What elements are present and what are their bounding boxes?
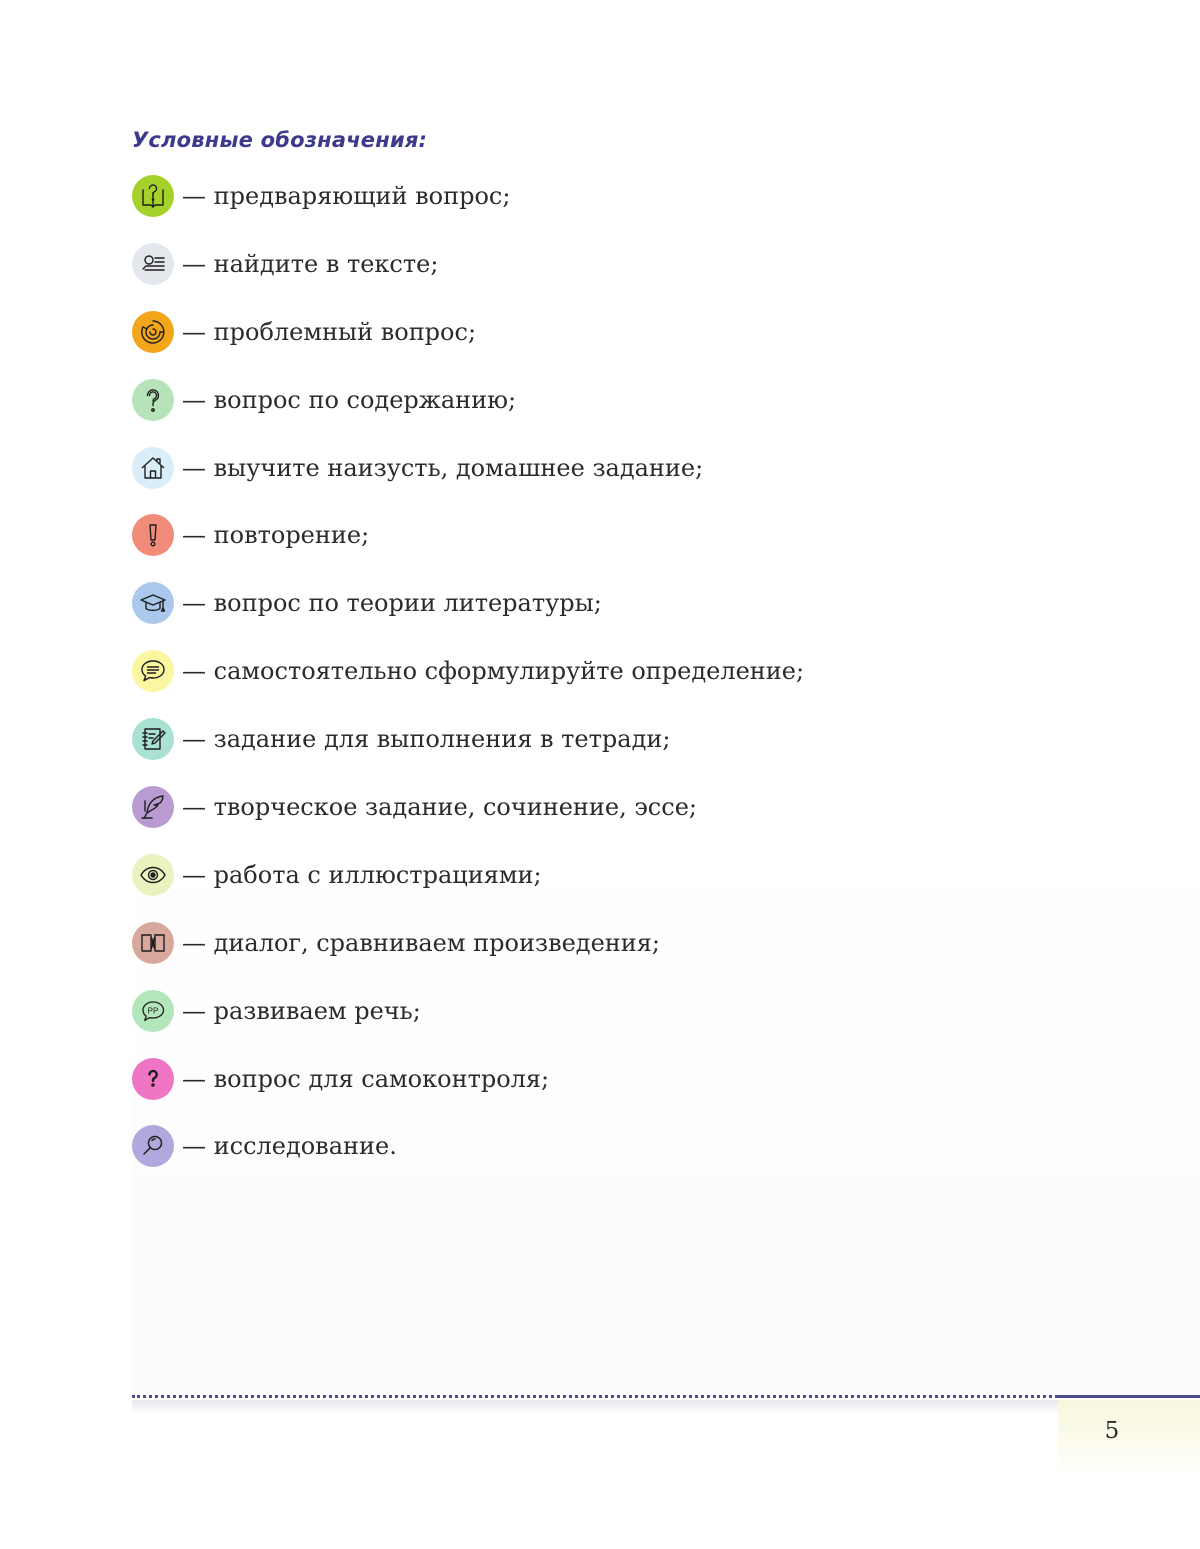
legend-item	[132, 717, 804, 761]
question-icon	[132, 379, 174, 421]
footer-shadow	[132, 1400, 1058, 1414]
legend-text: — развиваем речь;	[182, 996, 421, 1025]
dialog-books-icon	[132, 922, 174, 964]
house-icon	[132, 447, 174, 489]
legend-item	[132, 649, 804, 693]
legend-text: — работа с иллюстрациями;	[182, 860, 542, 889]
maze-icon	[132, 311, 174, 353]
legend-item	[132, 853, 804, 897]
legend-item	[132, 446, 804, 490]
footer-dotted-rule	[132, 1395, 1058, 1398]
legend-item	[132, 989, 804, 1033]
legend-item	[132, 921, 804, 965]
legend-text: — повторение;	[182, 521, 370, 550]
speech-rr-icon-label: РР	[147, 1006, 159, 1016]
legend-text: — самостоятельно сформулируйте определение;	[182, 657, 805, 686]
magnifier-icon	[132, 1125, 174, 1167]
legend-item	[132, 242, 804, 286]
quill-icon	[132, 786, 174, 828]
legend-text: — творческое задание, сочинение, эссе;	[182, 793, 697, 822]
legend-item	[132, 785, 804, 829]
legend-text: — предваряющий вопрос;	[182, 182, 511, 210]
graduation-cap-icon	[132, 582, 174, 624]
legend-item	[132, 1057, 804, 1101]
legend-text: — вопрос для самоконтроля;	[182, 1064, 550, 1093]
legend-text: — проблемный вопрос;	[182, 317, 477, 346]
legend-item	[132, 310, 804, 354]
speech-rr-icon	[132, 990, 174, 1032]
legend-item	[132, 378, 804, 422]
legend-item	[132, 513, 804, 557]
legend-item	[132, 581, 804, 625]
speech-bubble-icon	[132, 650, 174, 692]
legend-text: — вопрос по содержанию;	[182, 385, 517, 414]
find-in-text-icon	[132, 243, 174, 285]
legend-item	[132, 1124, 804, 1168]
notebook-pen-icon	[132, 718, 174, 760]
eye-icon	[132, 854, 174, 896]
legend-text: — диалог, сравниваем произведения;	[182, 928, 660, 957]
legend-text: — найдите в тексте;	[182, 249, 439, 278]
legend-text: — выучите наизусть, домашнее задание;	[182, 453, 704, 482]
self-check-question-icon	[132, 1058, 174, 1100]
page-number: 5	[1104, 1418, 1120, 1444]
legend-text: — исследование.	[182, 1132, 397, 1161]
legend-list	[132, 174, 804, 1192]
legend-text: — задание для выполнения в тетради;	[182, 725, 671, 754]
footer-solid-rule	[1058, 1395, 1200, 1398]
legend-heading: Условные обозначения:	[132, 128, 428, 152]
legend-text: — вопрос по теории литературы;	[182, 589, 602, 618]
legend-item	[132, 174, 804, 218]
exclamation-icon	[132, 514, 174, 556]
book-question-icon	[132, 175, 174, 217]
